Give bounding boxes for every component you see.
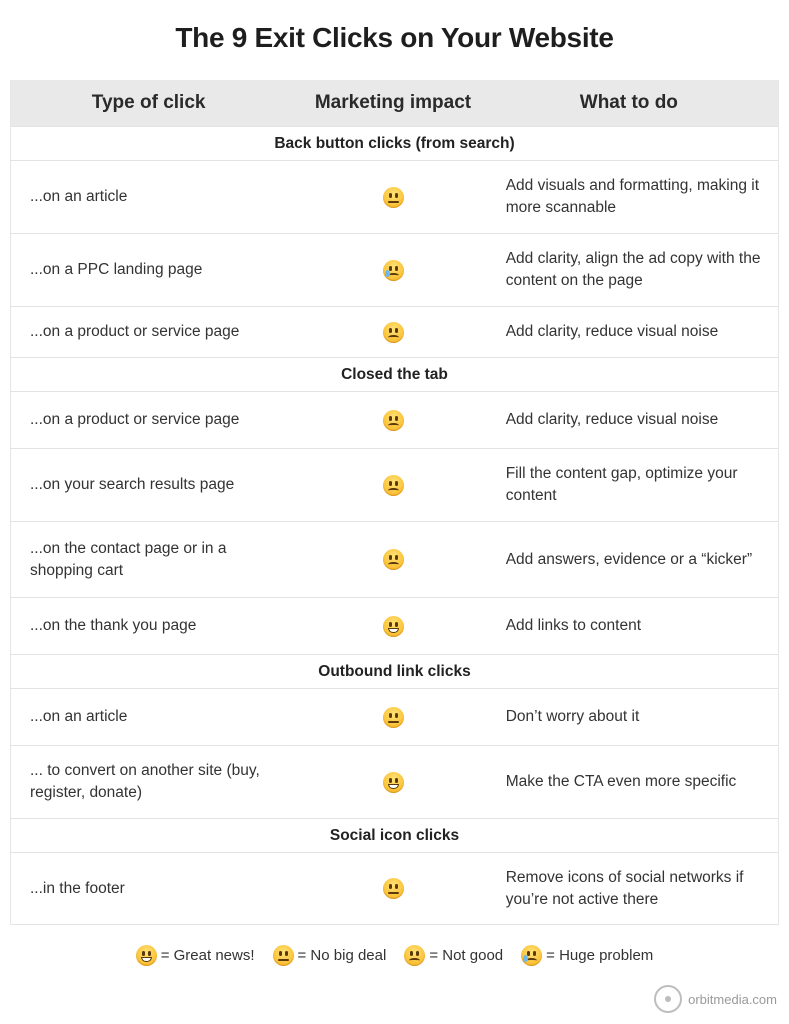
table-row [11, 521, 778, 597]
click-type-cell: ...in the footer [30, 879, 125, 897]
legend-huge-problem [521, 945, 653, 966]
click-type-cell: ...on a product or service page [30, 323, 240, 340]
what-to-do-cell: Add visuals and formatting, making it more scannable [505, 177, 760, 216]
table-row [11, 391, 778, 448]
neutral-face-icon [383, 878, 404, 899]
click-type-cell: ...on an article [30, 708, 128, 725]
frowning-face-icon [383, 475, 404, 496]
click-type-cell: ...on a product or service page [30, 411, 240, 428]
what-to-do-cell: Add links to content [505, 617, 641, 634]
legend-no-big-deal [273, 945, 387, 966]
what-to-do-cell: Add clarity, reduce visual noise [505, 411, 719, 428]
impact-cell [286, 549, 499, 570]
brand-watermark [654, 985, 777, 1013]
brand-text: orbitmedia.com [688, 991, 777, 1007]
click-type-cell: ...on a PPC landing page [30, 261, 203, 278]
frowning-face-icon [383, 410, 404, 431]
legend-notgood-label: = Not good [429, 947, 504, 964]
impact-cell [286, 187, 499, 208]
what-to-do-cell: Make the CTA even more specific [505, 773, 737, 790]
table-row [11, 852, 778, 925]
exit-clicks-table [10, 80, 779, 925]
impact-cell [286, 616, 499, 637]
section-header: Social icon clicks [11, 818, 778, 852]
neutral-face-icon [383, 707, 404, 728]
what-to-do-cell: Add clarity, align the ad copy with the content on the page [505, 250, 761, 289]
frowning-face-icon [383, 322, 404, 343]
legend-nobig-label: = No big deal [297, 947, 387, 964]
click-type-cell: ... to convert on another site (buy, register, donate) [30, 762, 260, 801]
header-marketing-impact: Marketing impact [314, 92, 472, 113]
header-what-to-do: What to do [579, 92, 678, 113]
page-title: The 9 Exit Clicks on Your Website [175, 22, 614, 53]
section-header: Closed the tab [11, 357, 778, 391]
impact-cell [286, 410, 499, 431]
table-row [11, 306, 778, 357]
what-to-do-cell: Remove icons of social networks if you’re not active there [505, 868, 744, 908]
table-header [11, 80, 778, 126]
impact-cell [286, 878, 499, 899]
what-to-do-cell: Add clarity, reduce visual noise [505, 323, 719, 340]
legend-great-news [136, 945, 255, 966]
table-row [11, 160, 778, 233]
table-body [11, 126, 778, 925]
legend [0, 945, 789, 966]
impact-cell [286, 475, 499, 496]
grinning-face-icon [383, 772, 404, 793]
section-header: Back button clicks (from search) [11, 126, 778, 160]
legend-huge-label: = Huge problem [546, 947, 654, 964]
grinning-face-icon [136, 945, 157, 966]
section-header: Outbound link clicks [11, 654, 778, 688]
click-type-cell: ...on the contact page or in a shopping cart [30, 539, 227, 579]
orbit-logo-icon [654, 985, 682, 1013]
impact-cell [286, 772, 499, 793]
header-type-of-click: Type of click [91, 92, 206, 113]
what-to-do-cell: Fill the content gap, optimize your content [505, 465, 738, 504]
impact-cell [286, 707, 499, 728]
table-row [11, 448, 778, 521]
legend-not-good [404, 945, 503, 966]
neutral-face-icon [383, 187, 404, 208]
crying-face-icon [383, 260, 404, 281]
table-row [11, 597, 778, 654]
legend-great-label: = Great news! [160, 947, 255, 964]
grinning-face-icon [383, 616, 404, 637]
frowning-face-icon [383, 549, 404, 570]
table-row [11, 745, 778, 818]
impact-cell [286, 322, 499, 343]
what-to-do-cell: Don’t worry about it [505, 708, 640, 725]
table-row [11, 688, 778, 745]
crying-face-icon [521, 945, 542, 966]
table-row [11, 233, 778, 306]
neutral-face-icon [273, 945, 294, 966]
click-type-cell: ...on an article [30, 188, 128, 205]
frowning-face-icon [404, 945, 425, 966]
click-type-cell: ...on the thank you page [30, 617, 197, 634]
what-to-do-cell: Add answers, evidence or a “kicker” [505, 550, 753, 568]
click-type-cell: ...on your search results page [30, 476, 235, 493]
impact-cell [286, 260, 499, 281]
